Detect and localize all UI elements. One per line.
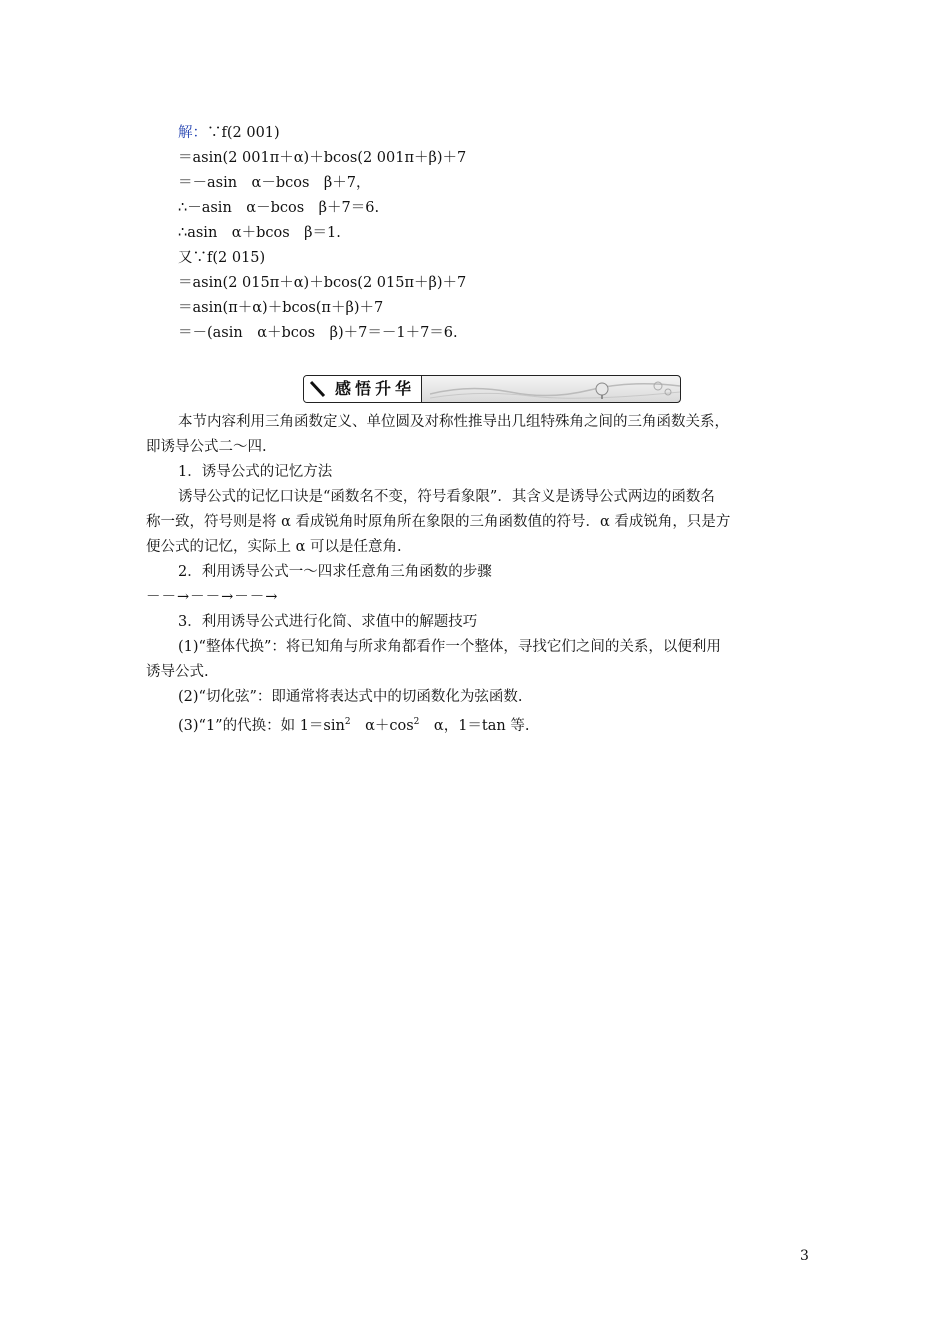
section-3-title: 3．利用诱导公式进行化简、求值中的解题技巧 <box>178 614 478 630</box>
section-1-line-3: 便公式的记忆，实际上 α 可以是任意角. <box>146 539 402 555</box>
section-1-title: 1．诱导公式的记忆方法 <box>178 464 333 480</box>
section-3-item-1-line-1: (1)“整体代换”：将已知角与所求角都看作一个整体，寻找它们之间的关系，以便利用 <box>178 639 721 655</box>
banner-label <box>304 376 422 402</box>
cos-exponent: 2 <box>413 717 420 727</box>
section-banner <box>303 375 681 403</box>
solution-label: 解： <box>178 125 207 141</box>
section-2-title: 2．利用诱导公式一～四求任意角三角函数的步骤 <box>178 564 492 580</box>
item-3-part-c: α，1＝tan 等. <box>419 717 530 734</box>
item-3-part-b: α＋cos <box>350 717 414 734</box>
solution-line-7: ＝asin(2 015π＋α)＋bcos(2 015π＋β)＋7 <box>178 275 467 291</box>
section-3-item-3 <box>178 712 529 736</box>
summary-intro-line-1: 本节内容利用三角函数定义、单位圆及对称性推导出几组特殊角之间的三角函数关系， <box>178 414 729 430</box>
banner-title: 感悟升华 <box>334 379 415 398</box>
item-3-part-a: (3)“1”的代换：如 1＝sin <box>178 717 345 734</box>
solution-text: ∵f(2 001) <box>207 125 280 141</box>
solution-line-1 <box>178 123 280 143</box>
slash-icon <box>308 379 330 399</box>
sin-exponent: 2 <box>344 717 351 727</box>
section-1-line-2: 称一致，符号则是将 α 看成锐角时原角所在象限的三角函数值的符号．α 看成锐角，只是方 <box>146 514 731 530</box>
solution-line-4: ∴－asin α－bcos β＋7＝6. <box>178 200 380 216</box>
solution-line-9: ＝－(asin α＋bcos β)＋7＝－1＋7＝6. <box>178 325 458 341</box>
solution-line-5: ∴asin α＋bcos β＝1. <box>178 225 341 241</box>
section-2-flow: －－→－－→－－→ <box>146 589 279 605</box>
solution-line-3: ＝－asin α－bcos β＋7， <box>178 175 371 191</box>
solution-line-6: 又∵f(2 015) <box>178 250 266 266</box>
section-3-item-2: (2)“切化弦”：即通常将表达式中的切函数化为弦函数. <box>178 689 523 705</box>
page-number: 3 <box>800 1248 809 1264</box>
section-1-line-1: 诱导公式的记忆口诀是“函数名不变，符号看象限”．其含义是诱导公式两边的函数名 <box>178 489 715 505</box>
solution-line-8: ＝asin(π＋α)＋bcos(π＋β)＋7 <box>178 300 384 316</box>
summary-intro-line-2: 即诱导公式二～四. <box>146 439 267 455</box>
solution-line-2: ＝asin(2 001π＋α)＋bcos(2 001π＋β)＋7 <box>178 150 467 166</box>
section-3-item-1-line-2: 诱导公式. <box>146 664 209 680</box>
decorative-wave-icon <box>430 376 680 402</box>
